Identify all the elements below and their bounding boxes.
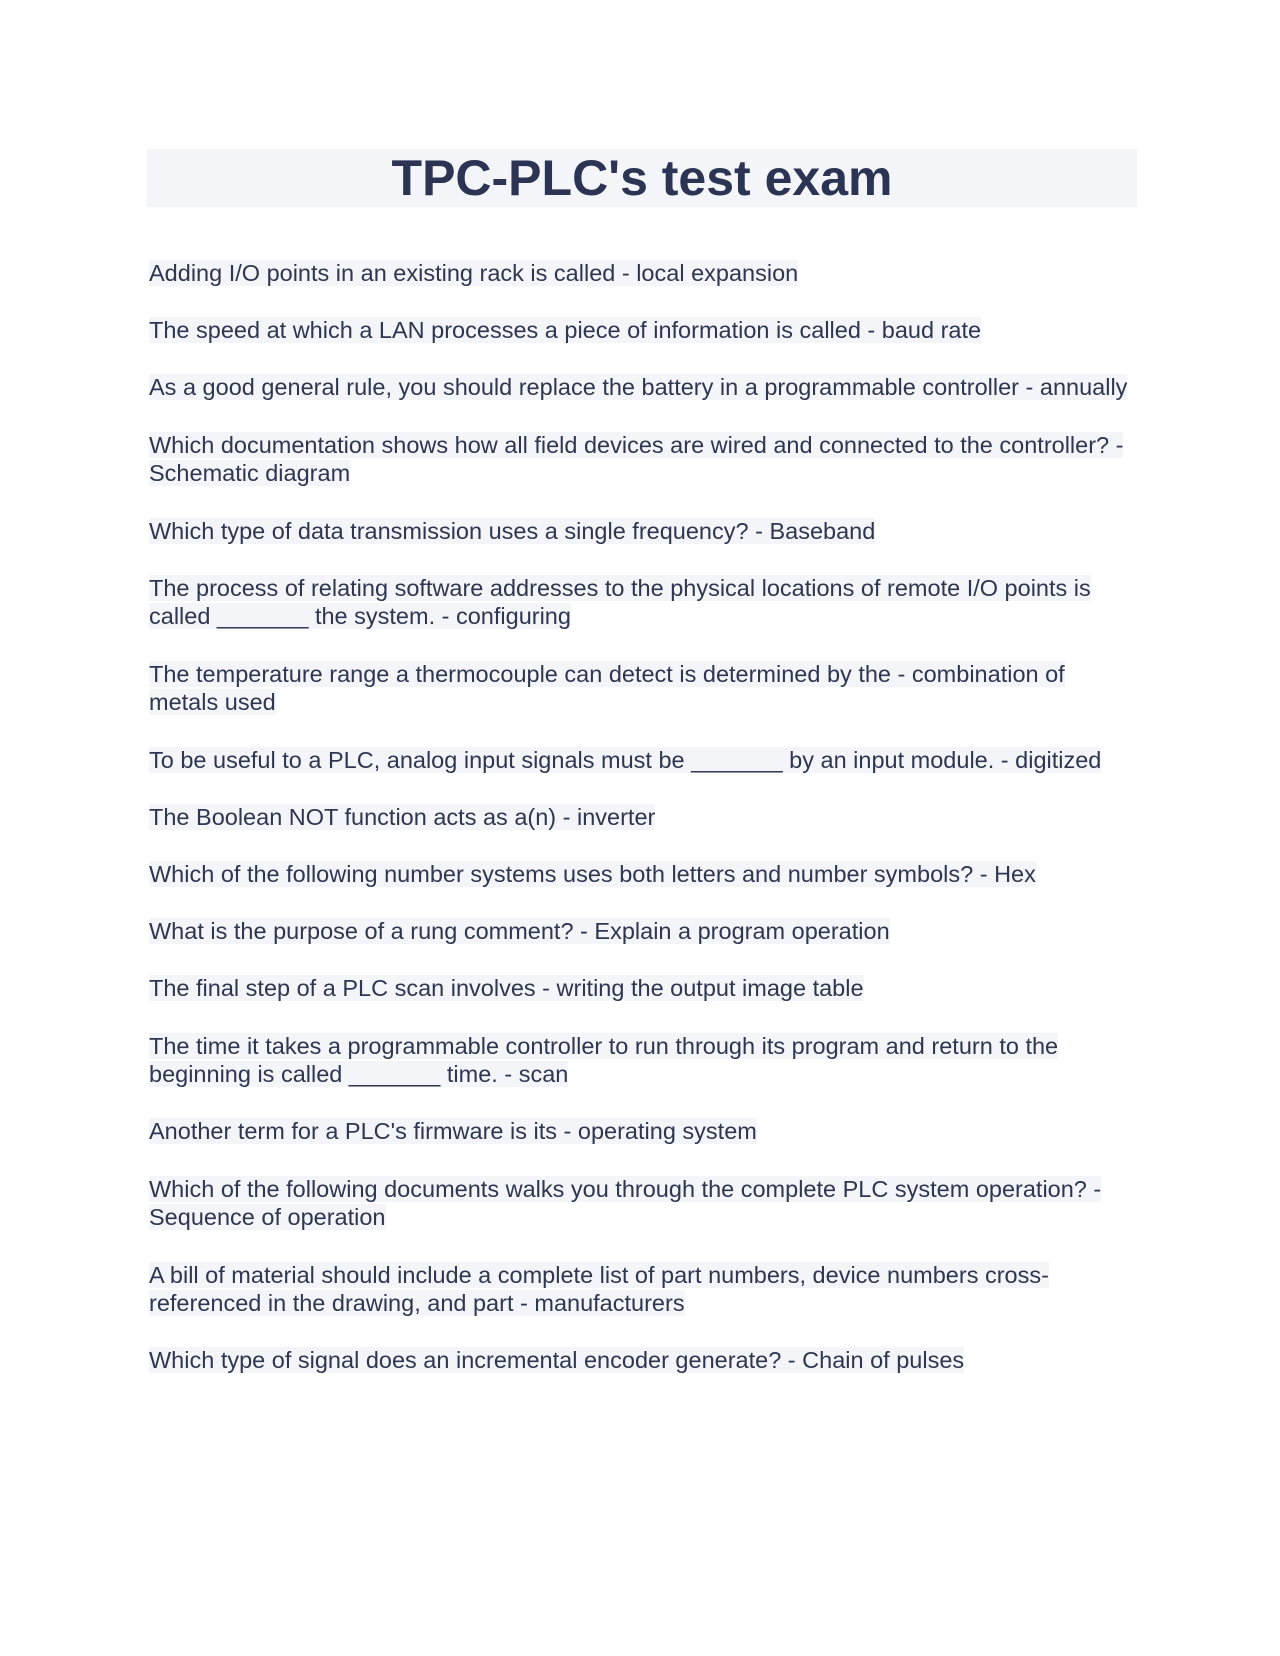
qa-text: Which type of signal does an incremental encoder generate? - Chain of pulses <box>149 1347 965 1374</box>
list-item <box>149 517 1139 546</box>
list-item <box>149 1032 1139 1089</box>
qa-list <box>149 259 1139 1404</box>
title-band <box>147 149 1137 207</box>
list-item <box>149 803 1139 832</box>
qa-text: Which documentation shows how all field devices are wired and connected to the controller? - Schematic diagram <box>149 431 1124 487</box>
qa-text: The time it takes a programmable controller to run through its program and return to the beginning is called _______ time. - scan <box>149 1032 1059 1088</box>
qa-text: The process of relating software addresses to the physical locations of remote I/O points is called _______ the system. - configuring <box>149 574 1091 630</box>
list-item <box>149 860 1139 889</box>
list-item <box>149 746 1139 775</box>
qa-text: Which type of data transmission uses a single frequency? - Baseband <box>149 517 876 544</box>
qa-text: Which of the following number systems uses both letters and number symbols? - Hex <box>149 860 1036 887</box>
list-item <box>149 1346 1139 1375</box>
list-item <box>149 1175 1139 1232</box>
qa-text: A bill of material should include a complete list of part numbers, device numbers cross-referenced in the drawing, and part - manufacturers <box>149 1261 1049 1317</box>
qa-text: Adding I/O points in an existing rack is called - local expansion <box>149 260 799 286</box>
page-title: TPC-PLC's test exam <box>391 150 893 206</box>
list-item <box>149 660 1139 717</box>
qa-text: Another term for a PLC's firmware is its - operating system <box>149 1118 757 1145</box>
qa-text: The speed at which a LAN processes a piece of information is called - baud rate <box>149 317 982 344</box>
list-item <box>149 373 1139 402</box>
list-item <box>149 431 1139 488</box>
qa-text: Which of the following documents walks you through the complete PLC system operation? - Sequence of operation <box>149 1175 1102 1231</box>
qa-text: The final step of a PLC scan involves - writing the output image table <box>149 975 864 1002</box>
list-item <box>149 1261 1139 1318</box>
qa-text: To be useful to a PLC, analog input signals must be _______ by an input module. - digitized <box>149 746 1102 773</box>
qa-text: The Boolean NOT function acts as a(n) - inverter <box>149 803 656 830</box>
list-item <box>149 574 1139 631</box>
list-item <box>149 917 1139 946</box>
qa-text: What is the purpose of a rung comment? - Explain a program operation <box>149 918 890 945</box>
list-item <box>149 1117 1139 1146</box>
qa-text: As a good general rule, you should replace the battery in a programmable controller - annually <box>149 374 1128 401</box>
list-item <box>149 316 1139 345</box>
qa-text: The temperature range a thermocouple can detect is determined by the - combination of metals used <box>149 660 1065 716</box>
list-item <box>149 259 1139 288</box>
list-item <box>149 974 1139 1003</box>
